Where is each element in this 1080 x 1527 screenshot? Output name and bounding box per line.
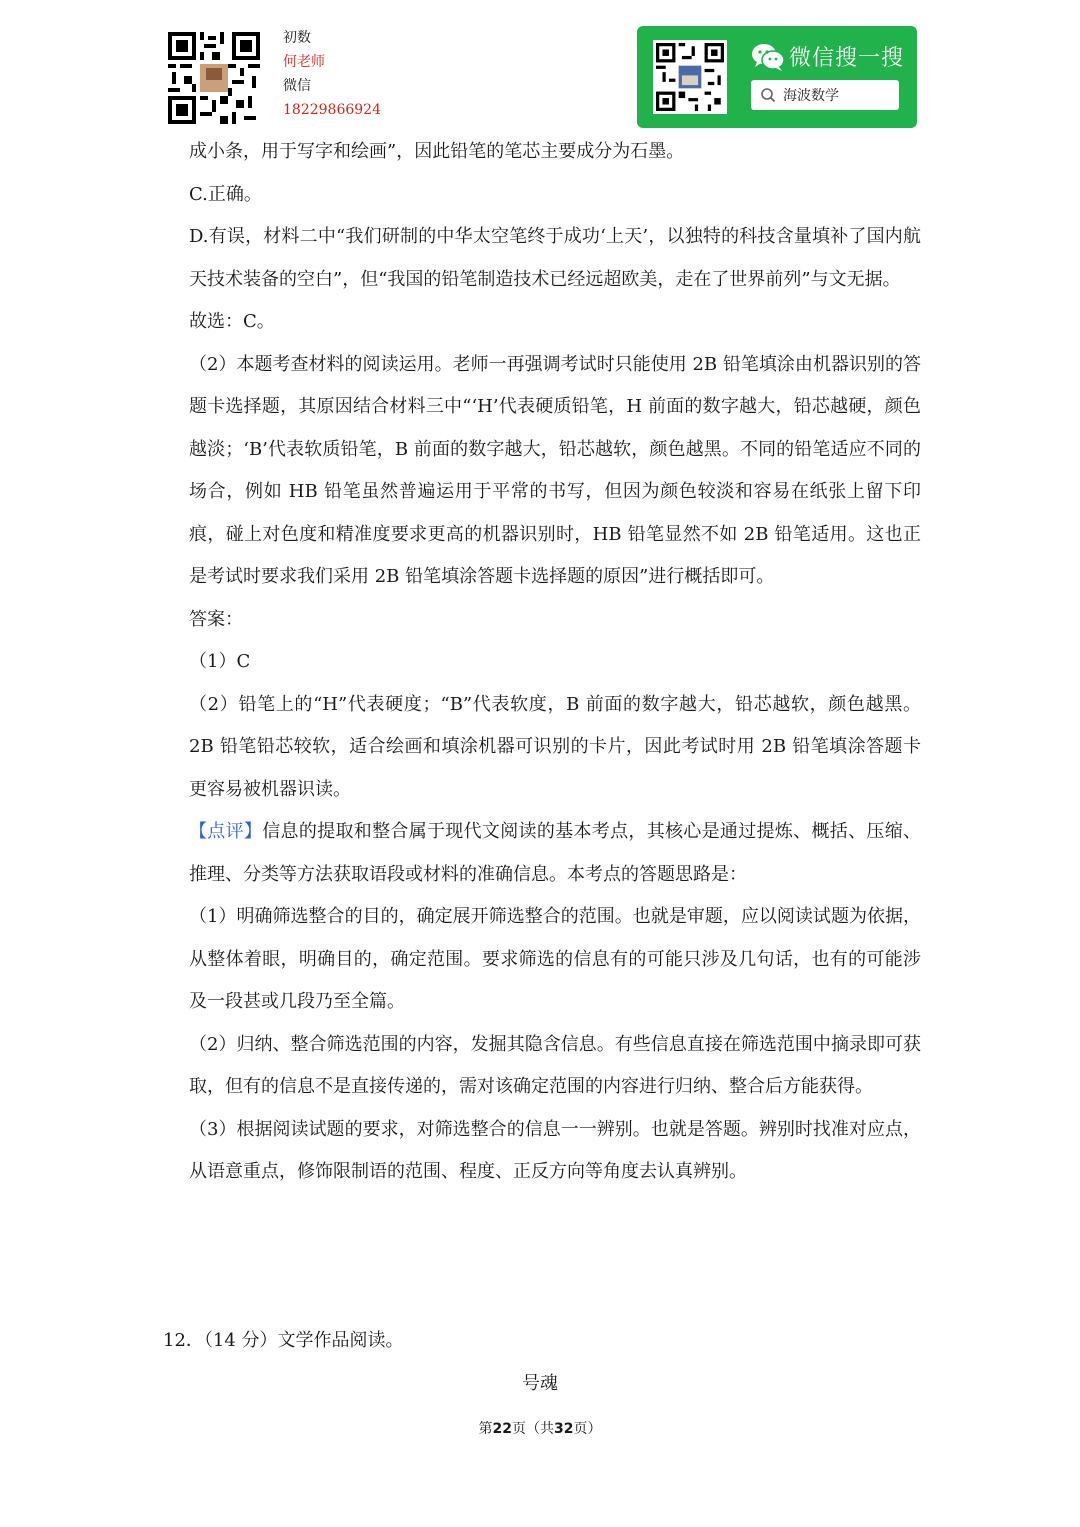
body-line: C.正确。 [189,183,262,205]
contact-wechat-label: 微信 [283,78,311,94]
body-line: （2）本题考查材料的阅读运用。老师一再强调考试时只能使用 2B 铅笔填涂由机器识别的答题卡选择题，其原因结合材料三中“‘H’代表硬质铅笔，H 前面的数字越大，铅芯越硬，颜色越淡；‘B’代表软质铅笔，B 前面的数字越大，铅芯越软，颜色越黑。不同的铅笔适应不同的场合，例如 HB 铅笔虽然普遍运用于平常的书写，但因为颜色较淡和容易在纸张上留下印痕，碰上对色度和精准度要求更高的机器识别时，HB 铅笔显然不如 2B 铅笔适用。这也正是考试时要求我们采用 2B 铅笔填涂答题卡选择题的原因”进行概括即可。 [189,353,921,587]
page-footer [0,1418,1080,1438]
wechat-search-title: 微信搜一搜 [789,46,905,71]
wechat-logo-icon [751,42,785,72]
contact-subject: 初数 [283,30,311,46]
wechat-qr-code-icon [653,40,727,114]
body-line: 故选：C。 [189,311,275,332]
comment-point: （3）根据阅读试题的要求，对筛选整合的信息一一辨别。也就是答题。辨别时找准对应点，从语意重点，修饰限制语的范围、程度、正反方向等角度去认真辨别。 [189,1118,921,1182]
footer-prefix: 第 [478,1421,493,1437]
page-body [189,131,921,1194]
comment-point: （2）归纳、整合筛选范围的内容，发掘其隐含信息。有些信息直接在筛选范围中摘录即可获取，但有的信息不是直接传递的，需对该确定范围的内容进行归纳、整合后方能获得。 [189,1033,921,1097]
qr-code-icon [168,32,260,124]
contact-phone: 18229866924 [283,102,381,118]
comment-text: 信息的提取和整合属于现代文阅读的基本考点，其核心是通过提炼、概括、压缩、推理、分类等方法获取语段或材料的准确信息。本考点的答题思路是： [189,821,921,885]
contact-teacher: 何老师 [283,54,325,70]
body-line: （2）铅笔上的“H”代表硬度；“B”代表软度，B 前面的数字越大，铅芯越软，颜色越黑。2B 铅笔铅芯较软，适合绘画和填涂机器可识别的卡片，因此考试时用 2B 铅笔填涂答题卡更容易被机器识读。 [189,693,921,800]
wechat-search-banner [637,26,917,128]
total-page-number: 32 [554,1421,574,1437]
page-header [0,0,1080,140]
text-title: 号魂 [522,1373,558,1394]
body-line: （1）C [189,651,251,672]
current-page-number: 22 [492,1421,512,1437]
comment-label: 【点评】 [189,821,263,842]
search-icon [760,87,776,103]
body-line: 答案： [189,608,243,630]
wechat-search-query: 海波数学 [783,88,839,104]
body-line: D.有误，材料二中“我们研制的中华太空笔终于成功‘上天’，以独特的科技含量填补了国内航天技术装备的空白”，但“我国的铅笔制造技术已经远超欧美，走在了世界前列”与文无据。 [189,226,921,290]
body-line: 成小条，用于写字和绘画”，因此铅笔的笔芯主要成分为石墨。 [189,141,685,162]
comment-paragraph [189,811,921,896]
wechat-search-field[interactable] [751,80,899,110]
footer-middle: 页（共 [512,1421,554,1437]
contact-info [283,26,381,122]
question-heading: 12．（14 分）文学作品阅读。 [163,1330,404,1351]
comment-point: （1）明确筛选整合的目的，确定展开筛选整合的范围。也就是审题，应以阅读试题为依据，从整体着眼，明确目的，确定范围。要求筛选的信息有的可能只涉及几句话，也有的可能涉及一段甚或几段乃至全篇。 [189,906,921,1012]
footer-suffix: 页） [573,1421,602,1437]
